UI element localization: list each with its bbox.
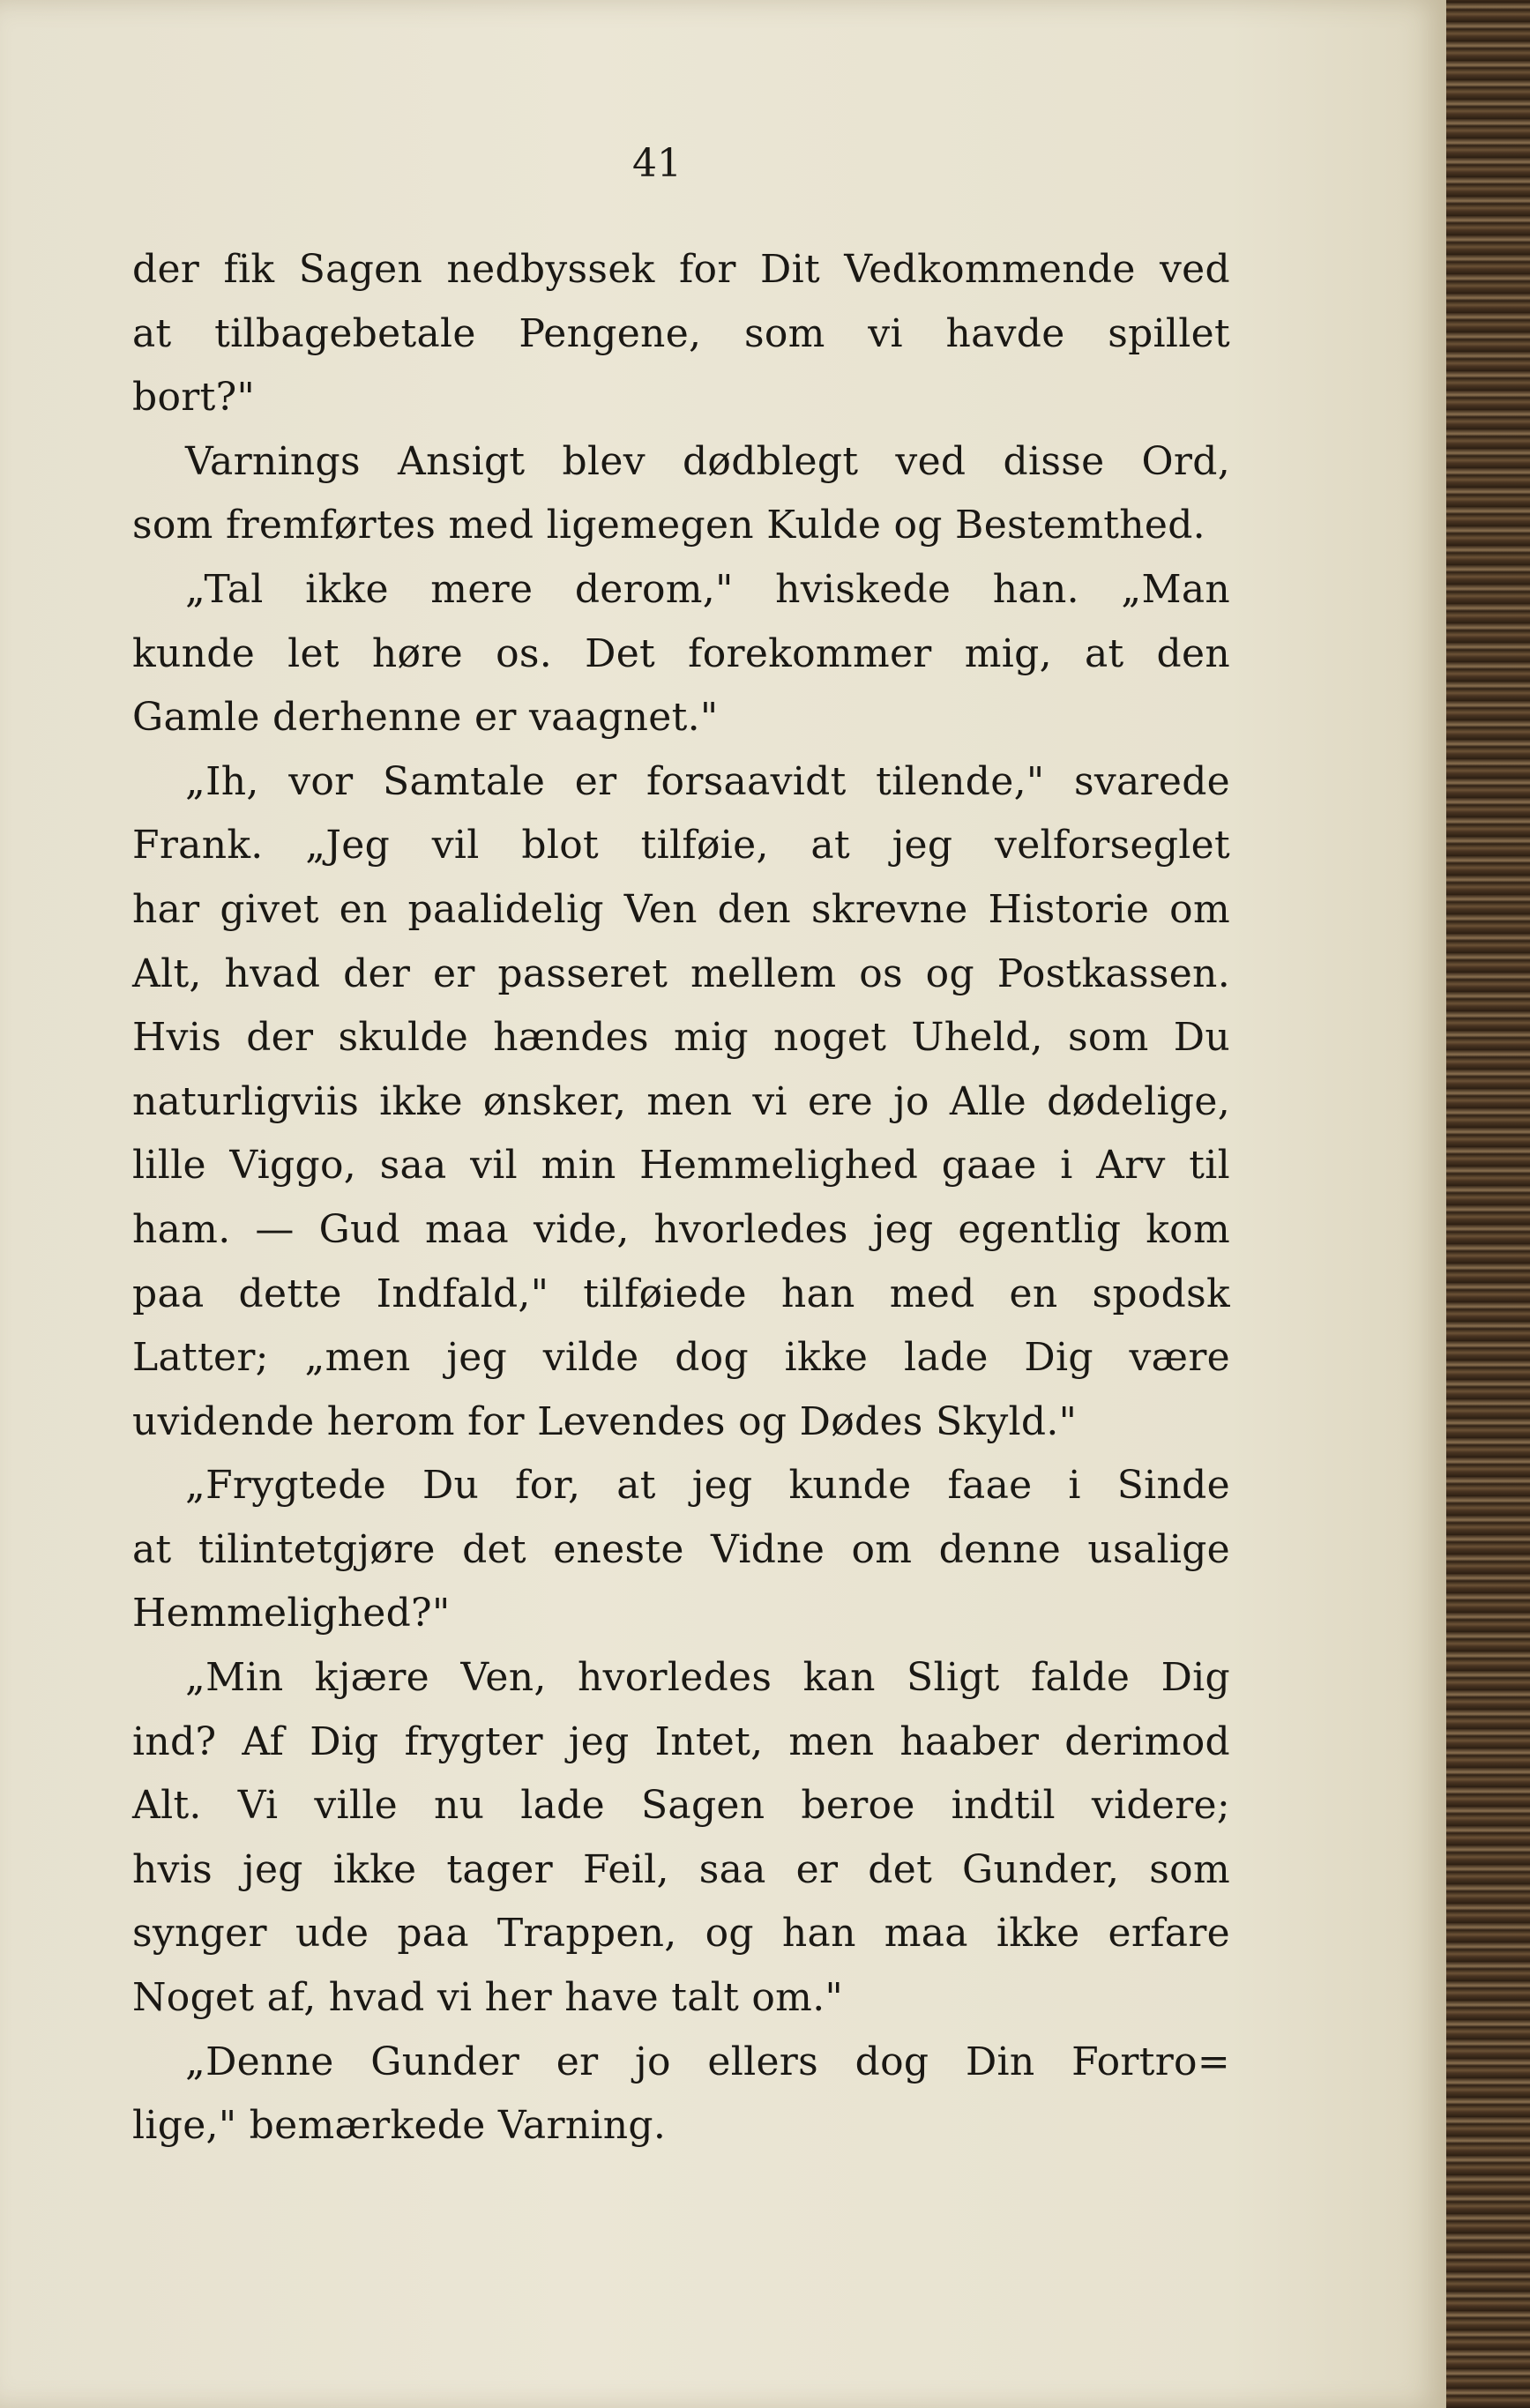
text-line: „Frygtede Du for, at jeg kunde faae i Sinde [185, 1463, 1230, 1509]
text-line: hvis jeg ikke tager Feil, saa er det Gunder, som [132, 1846, 1230, 1892]
text-line: „Min kjære Ven, hvorledes kan Sligt falde Dig [185, 1655, 1230, 1701]
text-line: lille Viggo, saa vil min Hemmelighed gaae i Arv til [132, 1143, 1230, 1189]
text-line: bort?" [132, 375, 255, 421]
text-line: synger ude paa Trappen, og han maa ikke erfare [132, 1911, 1230, 1957]
text-line: Gamle derhenne er vaagnet." [132, 695, 719, 741]
text-line: uvidende herom for Levendes og Dødes Skyld." [132, 1398, 1078, 1444]
text-line: paa dette Indfald," tilføiede han med en spodsk [132, 1271, 1230, 1316]
text-line: ind? Af Dig frygter jeg Intet, men haaber derimod [132, 1718, 1230, 1764]
text-line: Alt, hvad der er passeret mellem os og Postkassen. [132, 951, 1230, 996]
text-line: at tilintetgjøre det eneste Vidne om denne usalige [132, 1526, 1230, 1572]
text-line: „Tal ikke mere derom," hviskede han. „Man [185, 566, 1230, 612]
text-line: naturligviis ikke ønsker, men vi ere jo Alle dødelige, [132, 1078, 1230, 1124]
text-line: Varnings Ansigt blev dødblegt ved disse Ord, [185, 438, 1230, 484]
text-line: kunde let høre os. Det forekommer mig, at den [132, 630, 1230, 676]
text-line: Alt. Vi ville nu lade Sagen beroe indtil videre; [132, 1783, 1230, 1829]
text-line: Hemmelighed?" [132, 1591, 451, 1636]
text-line: at tilbagebetale Pengene, som vi havde spillet [132, 310, 1230, 356]
text-line: Frank. „Jeg vil blot tilføie, at jeg velforseglet [132, 823, 1230, 869]
text-line: lige," bemærkede Varning. [132, 2103, 667, 2149]
text-line: Noget af, hvad vi her have talt om." [132, 1975, 844, 2021]
text-line: Hvis der skulde hændes mig noget Uheld, som Du [132, 1015, 1230, 1061]
book-cover-edge [1446, 0, 1530, 2408]
text-line: som fremførtes med ligemegen Kulde og Bestemthed. [132, 503, 1205, 548]
text-line: „Denne Gunder er jo ellers dog Din Fortro= [185, 2039, 1230, 2084]
page-number: 41 [632, 141, 682, 186]
text-line: „Ih, vor Samtale er forsaavidt tilende," svarede [185, 758, 1230, 804]
text-line: der fik Sagen nedbyssek for Dit Vedkommende ved [132, 247, 1230, 292]
text-line: har givet en paalidelig Ven den skrevne Historie om [132, 886, 1230, 932]
body-text [132, 238, 1230, 2158]
text-line: ham. — Gud maa vide, hvorledes jeg egentlig kom [132, 1206, 1230, 1252]
text-line: Latter; „men jeg vilde dog ikke lade Dig være [132, 1335, 1230, 1381]
